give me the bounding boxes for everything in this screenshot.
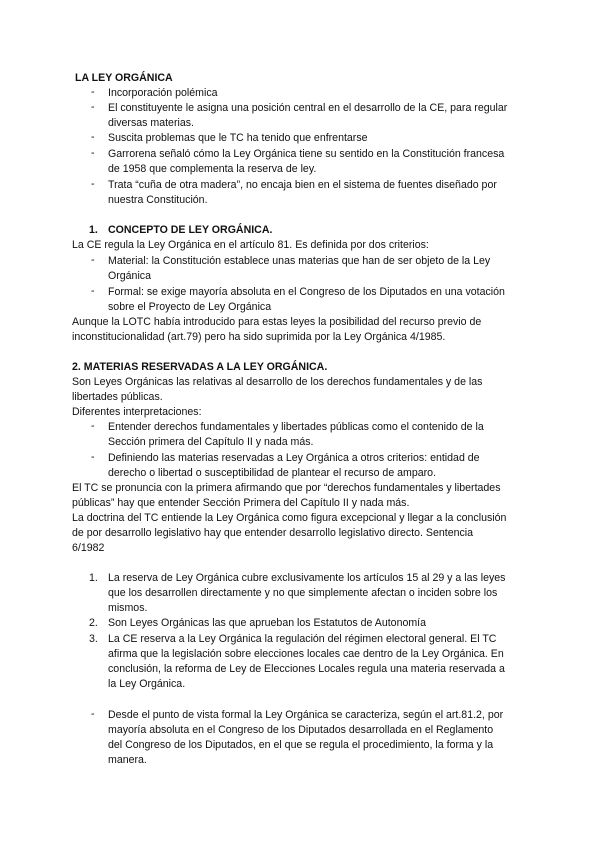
section-2-p1-line-1: Son Leyes Orgánicas las relativas al desarrollo de los derechos fundamentales y de las xyxy=(72,376,483,388)
final-item-line-3: del Congreso de los Diputados, en el que se regula el procedimiento, la forma y la xyxy=(108,739,494,751)
section-2-item-1-line-2: Sección primera del Capítulo II y nada más. xyxy=(108,436,314,448)
section-1-heading: CONCEPTO DE LEY ORGÁNICA. xyxy=(108,224,273,236)
intro-item-5-line-2: nuestra Constitución. xyxy=(108,194,208,206)
numbered-item-1-line-3: mismos. xyxy=(108,602,148,614)
bullet-dash: - xyxy=(91,86,95,98)
section-1-item-1-line-2: Orgánica xyxy=(108,270,151,282)
numbered-item-3-line-3: conclusión, la reforma de Ley de Elecciones Locales regula una materia reservada a xyxy=(108,663,505,675)
section-2-item-1-line-1: Entender derechos fundamentales y libertades públicas como el contenido de la xyxy=(108,421,484,433)
numbered-item-3-line-4: la Ley Orgánica. xyxy=(108,678,186,690)
intro-item-5-line-1: Trata “cuña de otra madera”, no encaja bien en el sistema de fuentes diseñado por xyxy=(108,179,497,191)
section-2-p1-line-2: libertades públicas. xyxy=(72,391,163,403)
section-2-heading: 2. MATERIAS RESERVADAS A LA LEY ORGÁNICA. xyxy=(72,361,328,373)
numbered-marker-1: 1. xyxy=(89,572,98,584)
section-1-intro: La CE regula la Ley Orgánica en el artículo 81. Es definida por dos criterios: xyxy=(72,239,429,251)
final-item-line-2: mayoría absoluta en el Congreso de los Diputados desarrollada en el Reglamento xyxy=(108,724,494,736)
bullet-dash: - xyxy=(91,708,95,720)
numbered-item-3-line-2: afirma que la legislación sobre elecciones locales cae dentro de la Ley Orgánica. En xyxy=(108,648,504,660)
numbered-item-1-line-2: que los desarrollen directamente y no que simplemente afectan o inciden sobre los xyxy=(108,587,498,599)
section-1-item-1-line-1: Material: la Constitución establece unas materias que han de ser objeto de la Ley xyxy=(108,255,491,267)
bullet-dash: - xyxy=(91,285,95,297)
final-item-line-1: Desde el punto de vista formal la Ley Orgánica se caracteriza, según el art.81.2, por xyxy=(108,709,504,721)
document-title: LA LEY ORGÁNICA xyxy=(75,72,173,84)
bullet-dash: - xyxy=(91,451,95,463)
intro-item-3: Suscita problemas que le TC ha tenido que enfrentarse xyxy=(108,132,368,144)
numbered-item-1-line-1: La reserva de Ley Orgánica cubre exclusivamente los artículos 15 al 29 y a las leyes xyxy=(108,572,506,584)
final-item-line-4: manera. xyxy=(108,754,147,766)
numbered-marker-3: 3. xyxy=(89,633,98,645)
section-2-p3-line-1: El TC se pronuncia con la primera afirmando que por “derechos fundamentales y libertades xyxy=(72,482,501,494)
section-2-p3-line-2: públicas” hay que entender Sección Primera del Capítulo II y nada más. xyxy=(72,497,410,509)
section-1-closing-line-2: inconstitucionalidad (art.79) pero ha sido suprimida por la Ley Orgánica 4/1985. xyxy=(72,331,446,343)
numbered-item-2-line-1: Son Leyes Orgánicas las que aprueban los Estatutos de Autonomía xyxy=(108,617,427,629)
section-1-number: 1. xyxy=(89,224,98,236)
intro-item-2-line-1: El constituyente le asigna una posición central en el desarrollo de la CE, para regular xyxy=(108,102,508,114)
section-2-p4-line-1: La doctrina del TC entiende la Ley Orgánica como figura excepcional y llegar a la conclusión xyxy=(72,512,507,524)
section-2-p4-line-2: de por desarrollo legislativo hay que entender desarrollo legislativo directo. Sentencia xyxy=(72,527,474,539)
numbered-marker-2: 2. xyxy=(89,617,98,629)
section-1-item-2-line-1: Formal: se exige mayoría absoluta en el Congreso de los Diputados en una votación xyxy=(108,286,505,298)
section-2-item-2-line-1: Definiendo las materias reservadas a Ley Orgánica a otros criterios: entidad de xyxy=(108,452,480,464)
bullet-dash: - xyxy=(91,178,95,190)
bullet-dash: - xyxy=(91,254,95,266)
section-2-p4-line-3: 6/1982 xyxy=(72,542,105,554)
numbered-item-3-line-1: La CE reserva a la Ley Orgánica la regulación del régimen electoral general. El TC xyxy=(108,633,497,645)
bullet-dash: - xyxy=(91,131,95,143)
intro-item-4-line-2: de 1958 que complementa la reserva de ley. xyxy=(108,163,317,175)
intro-item-4-line-1: Garrorena señaló cómo la Ley Orgánica tiene su sentido en la Constitución francesa xyxy=(108,148,505,160)
section-1-item-2-line-2: sobre el Proyecto de Ley Orgánica xyxy=(108,301,272,313)
intro-item-1: Incorporación polémica xyxy=(108,87,218,99)
bullet-dash: - xyxy=(91,101,95,113)
intro-item-2-line-2: diversas materias. xyxy=(108,117,194,129)
section-2-item-2-line-2: derecho o libertad o susceptibilidad de plantear el recurso de amparo. xyxy=(108,467,437,479)
section-2-p2: Diferentes interpretaciones: xyxy=(72,406,202,418)
bullet-dash: - xyxy=(91,420,95,432)
section-1-closing-line-1: Aunque la LOTC había introducido para estas leyes la posibilidad del recurso previo de xyxy=(72,316,482,328)
bullet-dash: - xyxy=(91,147,95,159)
